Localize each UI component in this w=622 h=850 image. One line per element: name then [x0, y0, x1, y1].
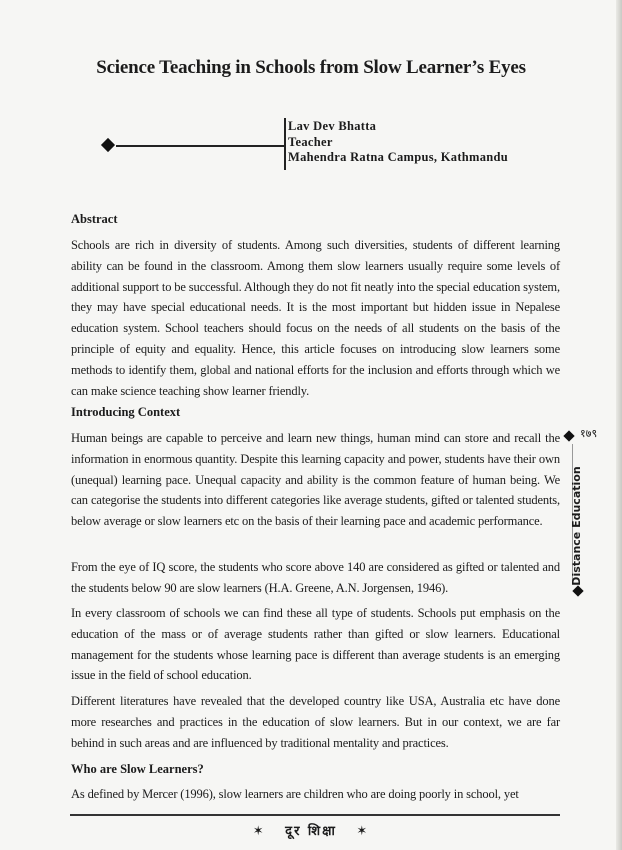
footer-star-right-icon: ✶: [356, 824, 370, 839]
author-rule: [116, 145, 286, 147]
footer-star-left-icon: ✶: [252, 824, 266, 839]
article-title: Science Teaching in Schools from Slow Learner’s Eyes: [96, 57, 526, 78]
footer-rule: [70, 814, 560, 816]
intro-paragraph-4: Different literatures have revealed that the developed country like USA, Australia etc have done more researches and practices in the education of slow learners. But in our context, we are far behind in such areas and are influenced by traditional mentality and practices.: [71, 694, 560, 750]
page-edge-shadow: [616, 0, 622, 850]
intro-paragraph-2: From the eye of IQ score, the students who score above 140 are considered as gifted or talented and the students below 90 are slow learners (H.A. Greene, A.N. Jorgensen, 1946).: [71, 560, 560, 595]
intro-paragraph-1: Human beings are capable to perceive and learn new things, human mind can store and recall the information in enormous quantity. Despite this learning capacity and power, students have their own (unequal) learning pace. Unequal capacity and ability is the common feature of human being. We can categorise the students into different categories like average students, gifted or talented students, below average or slow learners etc on the basis of their learning pace and academic performance.: [71, 431, 560, 529]
author-block: [288, 119, 508, 166]
sidebar-diamond-icon: [563, 430, 574, 441]
diamond-bullet-icon: [101, 138, 115, 152]
author-affiliation: Mahendra Ratna Campus, Kathmandu: [288, 150, 509, 164]
slow-learners-heading: Who are Slow Learners?: [71, 762, 204, 776]
page-number: १७९: [580, 427, 598, 440]
slow-learners-paragraph: As defined by Mercer (1996), slow learners are children who are doing poorly in school, yet: [71, 787, 519, 801]
author-name: Lav Dev Bhatta: [288, 119, 377, 133]
abstract-paragraph: Schools are rich in diversity of students. Among such diversities, students of different learning ability can be found in the classroom. Among them slow learners usually require some levels of additional support to be successful. Although they do not fit neatly into the special education system, they may have special educational needs. It is the most important but hidden issue in Nepalese education system. School teachers should focus on the needs of all students on the basis of the principle of equity and equality. Hence, this article focuses on introducing slow learners some methods to identify them, global and national efforts for the inclusion and efforts through which we can make science teaching show learner friendly.: [71, 238, 560, 398]
footer: [0, 821, 622, 839]
author-role: Teacher: [288, 134, 333, 149]
author-divider: [284, 118, 286, 170]
intro-paragraph-3: In every classroom of schools we can find these all type of students. Schools put emphasis on the education of the mass or of average students rather than gifted or slow learners. Educational management for the students whose learning pace is different than average students is an emerging issue in the field of school education.: [71, 606, 560, 683]
abstract-heading: Abstract: [71, 212, 118, 226]
sidebar-section-label: Distance Education: [570, 466, 583, 586]
footer-journal-name: दूर शिक्षा: [285, 824, 337, 839]
introducing-context-heading: Introducing Context: [71, 405, 181, 419]
